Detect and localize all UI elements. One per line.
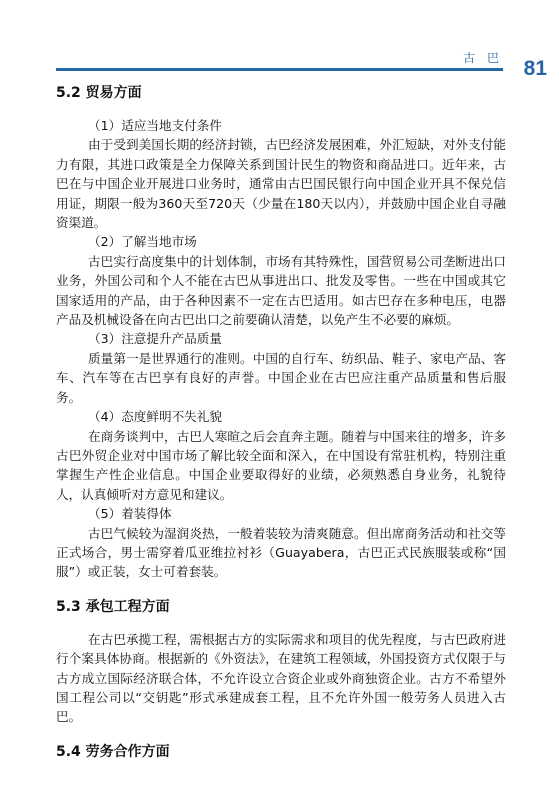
paragraph-market: 古巴实行高度集中的计划体制，市场有其特殊性，国营贸易公司垄断进出口业务，外国公司和个人不能在古巴从事进出口、批发及零售。一些在中国或其它国家适用的产品，由于各种因素不一定在古巴适用。如古巴存在多种电压，电器产品及机械设备在向古巴出口之前要确认清楚，以免产生不必要的麻烦。 [56,253,506,328]
subheading-attitude: （4）态度鲜明不失礼貌 [88,409,222,425]
section-heading-contracting: 5.3 承包工程方面 [56,598,170,615]
trade-item-dress [56,504,506,582]
page-body [56,82,506,763]
header-rule [56,68,503,71]
paragraph-dress: 古巴气候较为湿润炎热，一般着装较为清爽随意。但出席商务活动和社交等正式场合，男士需穿着瓜亚维拉衬衫（Guayabera，古巴正式民族服装或称“国服”）或正装，女士可着套装。 [56,525,506,580]
subheading-payment: （1）适应当地支付条件 [88,118,222,133]
trade-item-market [56,232,506,329]
paragraph-quality: 质量第一是世界通行的准则。中国的自行车、纺织品、鞋子、家电产品、客车、汽车等在古巴享有良好的声誉。中国企业在古巴应注重产品质量和售后服务。 [56,350,506,405]
section-heading-labor: 5.4 劳务合作方面 [56,743,170,760]
trade-item-attitude [56,407,506,504]
paragraph-contracting: 在古巴承揽工程，需根据古方的实际需求和项目的优先程度，与古巴政府进行个案具体协商。根据新的《外资法》，在建筑工程领域，外国投资方式仅限于与古方成立国际经济联合体，不允许设立合资企业或外商独资企业。古方不希望外国工程公司以“交钥匙”形式承建成套工程，且不允许外国一般劳务人员进入古巴。 [56,631,506,725]
subheading-dress: （5）着装得体 [88,506,172,522]
running-header-country: 古 巴 [463,51,503,65]
paragraph-payment: 由于受到美国长期的经济封锁，古巴经济发展困难，外汇短缺，对外支付能力有限，其进口政策是全力保障关系到国计民生的物资和商品进口。近年来，古巴在与中国企业开展进口业务时，通常由古巴国民银行向中国企业开具不保兑信用证，期限一般为360天至720天（少量在180天以内），并鼓励中国企业自寻融资渠道。 [56,137,506,231]
subheading-quality: （3）注意提升产品质量 [88,331,222,347]
section-heading-trade: 5.2 贸易方面 [56,85,142,101]
page-number: 81 [523,57,547,80]
paragraph-attitude: 在商务谈判中，古巴人寒暄之后会直奔主题。随着与中国来往的增多，许多古巴外贸企业对中国市场了解比较全面和深入，在中国设有常驻机构，特别注重掌握生产性企业信息。中国企业要取得好的业绩，必须熟悉自身业务，礼貌待人，认真倾听对方意见和建议。 [56,428,506,502]
trade-item-payment [56,116,506,232]
trade-item-quality [56,329,506,407]
subheading-market: （2）了解当地市场 [88,234,197,250]
